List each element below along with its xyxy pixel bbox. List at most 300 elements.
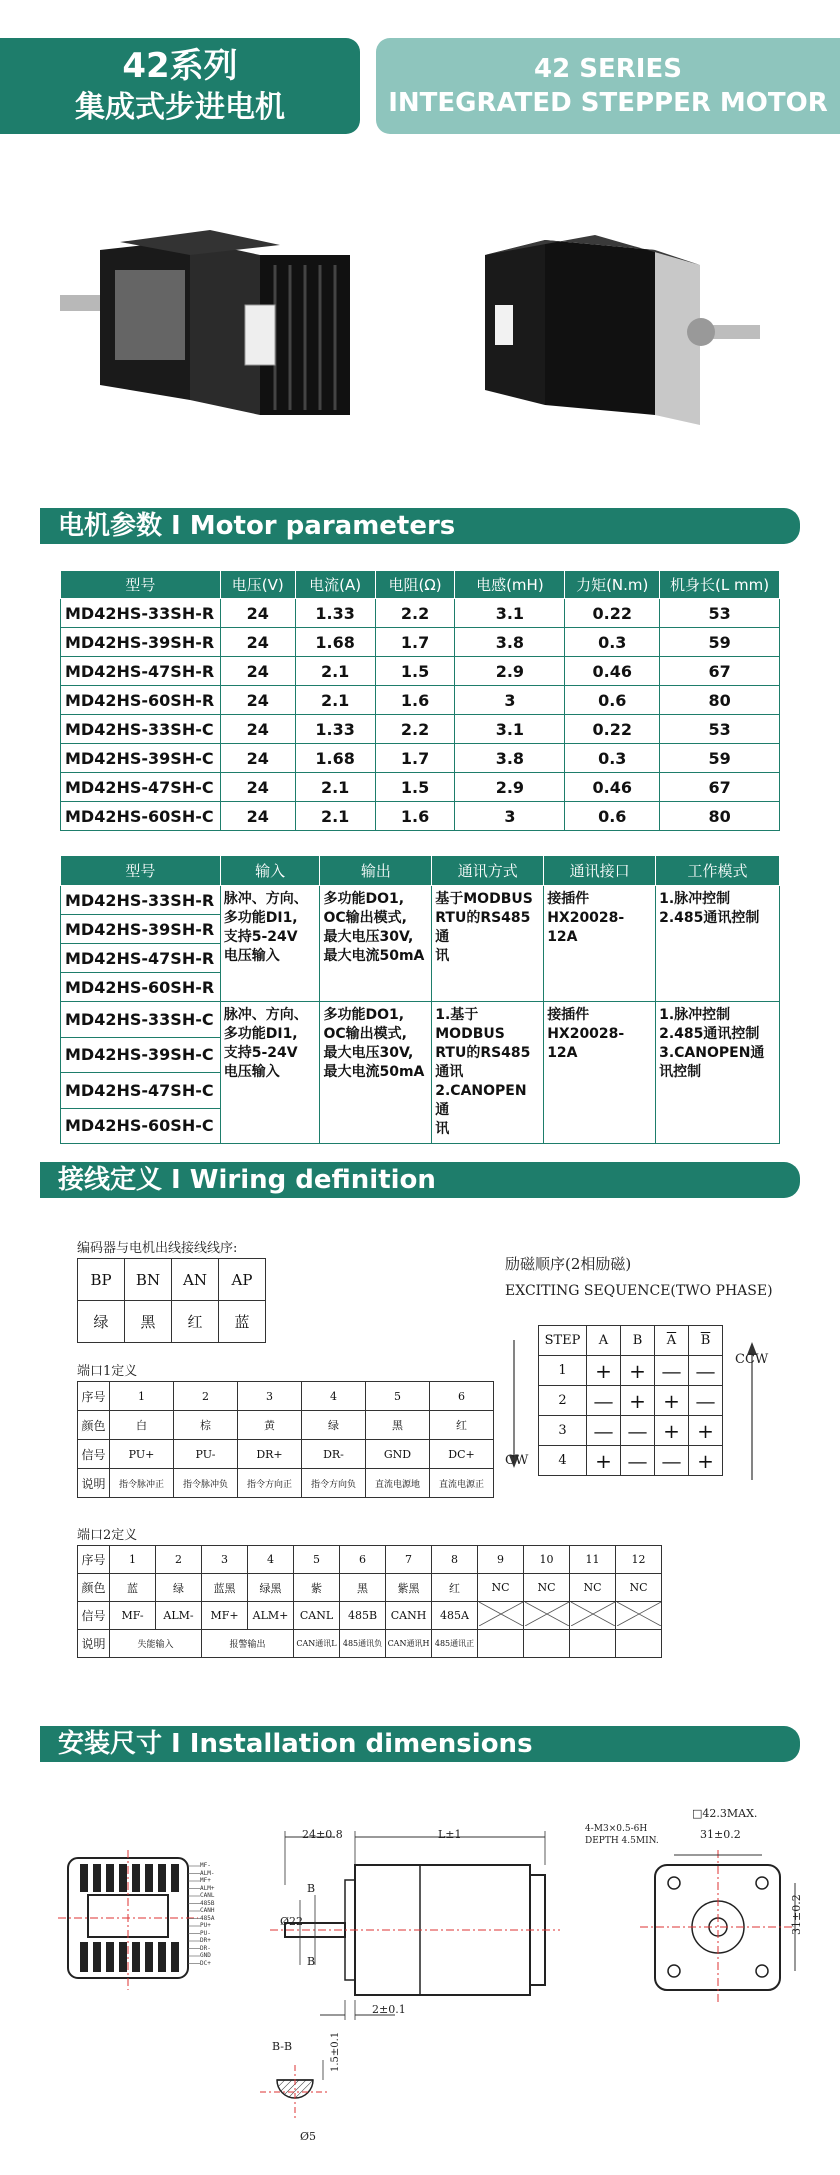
port1-cell: PU- (174, 1440, 238, 1469)
params-header: 力矩(N.m) (565, 571, 660, 599)
port2-cell (524, 1630, 570, 1658)
motor-features-table (60, 855, 780, 1144)
param-cell: 2.1 (295, 686, 375, 715)
sequence-title-en: EXCITING SEQUENCE(TWO PHASE) (505, 1283, 773, 1299)
port2-cell: NC (524, 1574, 570, 1602)
param-cell: 1.5 (375, 657, 455, 686)
feature-output (320, 886, 432, 1002)
port1-cell: DR+ (238, 1440, 302, 1469)
feature-line: 多功能DI1, (223, 910, 298, 926)
dim-31-top: 31±0.2 (700, 1828, 741, 1841)
feature-line: 2.CANOPEN通 (435, 1083, 527, 1118)
port1-cell: 绿 (302, 1411, 366, 1440)
model-cell: MD42HS-33SH-C (61, 1002, 221, 1038)
motor-parameters-table (60, 570, 780, 831)
port2-row (78, 1630, 662, 1658)
params-header: 型号 (61, 571, 221, 599)
feature-line: HX20028-12A (547, 1026, 625, 1061)
param-cell: 24 (220, 744, 295, 773)
feature-line: 3.CANOPEN通 (659, 1045, 765, 1061)
sequence-cell: 1 (539, 1356, 587, 1386)
encoder-color: 绿 (78, 1301, 125, 1343)
section-bb-drawing (255, 2060, 345, 2140)
port2-cell: 3 (202, 1546, 248, 1574)
sequence-cell: 3 (539, 1416, 587, 1446)
port1-cell: 白 (110, 1411, 174, 1440)
port1-cell: 1 (110, 1382, 174, 1411)
sequence-cell: + (621, 1386, 655, 1416)
port2-cell (570, 1630, 616, 1658)
feature-comm (432, 1002, 544, 1144)
sequence-header: B (621, 1326, 655, 1356)
params-row (61, 715, 780, 744)
feature-line: 通讯 (435, 1064, 464, 1080)
encoder-color: 黑 (125, 1301, 172, 1343)
sequence-header: $\overline{A}$ (655, 1326, 689, 1356)
port1-cell: 2 (174, 1382, 238, 1411)
nc-cross-icon (571, 1602, 615, 1626)
port2-cell: 黑 (340, 1574, 386, 1602)
param-cell: 24 (220, 599, 295, 628)
header-cn-banner (0, 38, 360, 134)
port1-cell: DC+ (430, 1440, 494, 1469)
model-cell: MD42HS-39SH-C (61, 1037, 221, 1073)
params-row (61, 657, 780, 686)
feature-mode (656, 1002, 780, 1144)
sequence-title-cn: 励磁顺序(2相励磁) (505, 1255, 632, 1273)
port2-cell: NC (570, 1574, 616, 1602)
section-motor-parameters: 电机参数 I Motor parameters (40, 508, 800, 544)
model-cell: MD42HS-60SH-C (61, 1108, 221, 1144)
header-cn-line2: 集成式步进电机 (75, 90, 285, 125)
port1-label: 序号 (78, 1382, 110, 1411)
features-row (61, 886, 780, 915)
param-cell: 1.68 (295, 744, 375, 773)
params-header: 电感(mH) (455, 571, 565, 599)
feature-line: 多功能DO1, (323, 1007, 405, 1023)
port2-cell: 7 (386, 1546, 432, 1574)
pin-label: PU+ (200, 1922, 211, 1929)
param-cell: 2.9 (455, 657, 565, 686)
pin-label: 485A (200, 1914, 215, 1922)
port1-row (78, 1382, 494, 1411)
port2-cell: 485B (340, 1602, 386, 1630)
port2-cell: CANH (386, 1602, 432, 1630)
feature-mode (656, 886, 780, 1002)
section-wiring-definition: 接线定义 I Wiring definition (40, 1162, 800, 1198)
sequence-cell: — (621, 1446, 655, 1476)
port1-row (78, 1440, 494, 1469)
feature-line: 最大电压30V, (323, 1045, 414, 1061)
port2-title: 端口2定义 (77, 1528, 138, 1543)
sequence-cell: + (587, 1356, 621, 1386)
encoder-color: 红 (172, 1301, 219, 1343)
feature-line: 接插件 (547, 1007, 590, 1023)
feature-line: RTU的RS485 (435, 1045, 531, 1061)
feature-line: 2.485通讯控制 (659, 910, 760, 926)
feature-iface (544, 1002, 656, 1144)
pin-label: CANH (200, 1907, 215, 1914)
port2-cell: CAN通讯L (294, 1630, 340, 1658)
port2-cell: 绿 (156, 1574, 202, 1602)
port1-cell: 指令方向正 (238, 1469, 302, 1498)
encoder-signal-row (78, 1259, 266, 1301)
features-header: 输入 (220, 856, 320, 886)
dim-1-5: 1.5±0.1 (330, 2031, 341, 2072)
port2-cell: 11 (570, 1546, 616, 1574)
encoder-color: 蓝 (219, 1301, 266, 1343)
port2-cell: 紫 (294, 1574, 340, 1602)
port1-cell: 红 (430, 1411, 494, 1440)
port2-cell: 10 (524, 1546, 570, 1574)
feature-line: OC输出模式, (323, 910, 407, 926)
pin-label: DC+ (200, 1959, 211, 1967)
sequence-header: A (587, 1326, 621, 1356)
port2-cell (478, 1630, 524, 1658)
port2-label: 说明 (78, 1630, 110, 1658)
param-cell: 3 (455, 802, 565, 831)
dim-5: Ø5 (300, 2130, 317, 2143)
port1-cell: 4 (302, 1382, 366, 1411)
model-cell: MD42HS-60SH-C (61, 802, 221, 831)
port2-cell: 报警输出 (202, 1630, 294, 1658)
param-cell: 1.5 (375, 773, 455, 802)
model-cell: MD42HS-33SH-R (61, 599, 221, 628)
params-header: 电阻(Ω) (375, 571, 455, 599)
param-cell: 24 (220, 686, 295, 715)
encoder-signal: AP (219, 1259, 266, 1301)
param-cell: 59 (660, 744, 780, 773)
param-cell: 24 (220, 773, 295, 802)
port1-cell: GND (366, 1440, 430, 1469)
feature-line: RTU的RS485通 (435, 910, 531, 945)
port2-cell: CANL (294, 1602, 340, 1630)
param-cell: 0.3 (565, 744, 660, 773)
port1-cell: 3 (238, 1382, 302, 1411)
params-row (61, 628, 780, 657)
port2-cell: ALM+ (248, 1602, 294, 1630)
param-cell: 2.2 (375, 715, 455, 744)
param-cell: 2.1 (295, 802, 375, 831)
port2-cell: NC (478, 1574, 524, 1602)
feature-line: 1.脉冲控制 (659, 1007, 731, 1023)
model-cell: MD42HS-39SH-R (61, 915, 221, 944)
dim-22: Ø22 (280, 1915, 304, 1928)
feature-line: 基于MODBUS (435, 891, 533, 907)
feature-line: 接插件 (547, 891, 590, 907)
port1-cell: 棕 (174, 1411, 238, 1440)
param-cell: 67 (660, 773, 780, 802)
param-cell: 2.9 (455, 773, 565, 802)
param-cell: 67 (660, 657, 780, 686)
port1-cell: 直流电源地 (366, 1469, 430, 1498)
param-cell: 59 (660, 628, 780, 657)
model-cell: MD42HS-47SH-R (61, 657, 221, 686)
feature-line: 最大电压30V, (323, 929, 414, 945)
port2-cell: 9 (478, 1546, 524, 1574)
port1-cell: 黄 (238, 1411, 302, 1440)
param-cell: 2.1 (295, 773, 375, 802)
param-cell: 53 (660, 599, 780, 628)
feature-line: 最大电流50mA (323, 1064, 425, 1080)
port2-cell: 8 (432, 1546, 478, 1574)
port1-label: 信号 (78, 1440, 110, 1469)
port1-label: 颜色 (78, 1411, 110, 1440)
feature-line: 最大电流50mA (323, 948, 425, 964)
param-cell: 1.7 (375, 628, 455, 657)
pin-label: MF- (200, 1862, 211, 1869)
section-installation-dimensions: 安装尺寸 I Installation dimensions (40, 1726, 800, 1762)
port2-label: 序号 (78, 1546, 110, 1574)
param-cell: 3.8 (455, 628, 565, 657)
feature-line: 电压输入 (223, 1064, 280, 1080)
pin-label: GND (200, 1952, 211, 1959)
params-header: 电流(A) (295, 571, 375, 599)
pin-label: ALM+ (200, 1884, 215, 1892)
features-row (61, 1002, 780, 1038)
sequence-cell: — (655, 1446, 689, 1476)
features-header: 输出 (320, 856, 432, 886)
param-cell: 3.1 (455, 715, 565, 744)
feature-line: 脉冲、方向、 (223, 1007, 308, 1023)
params-header: 电压(V) (220, 571, 295, 599)
dim-L: L±1 (438, 1828, 462, 1841)
params-row (61, 773, 780, 802)
model-cell: MD42HS-47SH-C (61, 773, 221, 802)
sequence-header: STEP (539, 1326, 587, 1356)
feature-input (220, 1002, 320, 1144)
port2-cell: 失能输入 (110, 1630, 202, 1658)
feature-line: HX20028-12A (547, 910, 625, 945)
dim-holes-1: 4-M3×0.5-6H (585, 1824, 648, 1834)
sequence-cell: — (689, 1356, 723, 1386)
sequence-cell: — (621, 1416, 655, 1446)
param-cell: 80 (660, 802, 780, 831)
feature-iface (544, 886, 656, 1002)
port2-cell: 485通讯正 (432, 1630, 478, 1658)
port2-cell: 蓝黑 (202, 1574, 248, 1602)
model-cell: MD42HS-60SH-R (61, 973, 221, 1002)
port2-row (78, 1574, 662, 1602)
param-cell: 80 (660, 686, 780, 715)
dim-holes-2: DEPTH 4.5MIN. (585, 1836, 659, 1846)
model-cell: MD42HS-33SH-R (61, 886, 221, 915)
model-cell: MD42HS-33SH-C (61, 715, 221, 744)
port2-cell: NC (616, 1574, 662, 1602)
param-cell: 3.8 (455, 744, 565, 773)
header-en-line2: INTEGRATED STEPPER MOTOR (388, 88, 828, 118)
model-cell: MD42HS-39SH-R (61, 628, 221, 657)
pin-label: CANL (200, 1892, 215, 1899)
port2-row (78, 1602, 662, 1630)
encoder-color-row (78, 1301, 266, 1343)
param-cell: 3 (455, 686, 565, 715)
param-cell: 0.46 (565, 657, 660, 686)
port1-cell: 6 (430, 1382, 494, 1411)
param-cell: 0.46 (565, 773, 660, 802)
port1-cell: 指令脉冲负 (174, 1469, 238, 1498)
port1-table (77, 1381, 494, 1498)
sequence-header: $\overline{B}$ (689, 1326, 723, 1356)
feature-comm (432, 886, 544, 1002)
port2-cell (616, 1630, 662, 1658)
features-header: 通讯接口 (544, 856, 656, 886)
sequence-cell: + (655, 1416, 689, 1446)
sequence-cell: — (655, 1356, 689, 1386)
model-cell: MD42HS-47SH-C (61, 1073, 221, 1109)
port2-cell: 6 (340, 1546, 386, 1574)
port2-label: 颜色 (78, 1574, 110, 1602)
port1-cell: 指令方向负 (302, 1469, 366, 1498)
sequence-cell: + (689, 1416, 723, 1446)
port2-cell: 5 (294, 1546, 340, 1574)
nc-cross-icon (479, 1602, 523, 1626)
port2-cell (478, 1602, 524, 1630)
pin-label: MF+ (200, 1877, 211, 1884)
rotation-arrows (500, 1330, 770, 1490)
sequence-cell: — (689, 1386, 723, 1416)
nc-cross-icon (617, 1602, 661, 1626)
param-cell: 3.1 (455, 599, 565, 628)
param-cell: 1.68 (295, 628, 375, 657)
dim-24: 24±0.8 (302, 1828, 343, 1841)
params-row (61, 802, 780, 831)
pin-labels (200, 1862, 240, 1967)
pin-label: 485B (200, 1899, 215, 1907)
param-cell: 24 (220, 802, 295, 831)
port2-table (77, 1545, 662, 1658)
dim-2: 2±0.1 (372, 2003, 406, 2016)
sequence-cell: 2 (539, 1386, 587, 1416)
header-en-banner (376, 38, 840, 134)
feature-line: 脉冲、方向、 (223, 891, 308, 907)
param-cell: 0.6 (565, 802, 660, 831)
sequence-cell: + (655, 1386, 689, 1416)
port2-cell: 绿黑 (248, 1574, 294, 1602)
feature-line: 1.基于MODBUS (435, 1007, 505, 1042)
sequence-cell: + (621, 1356, 655, 1386)
features-header: 工作模式 (656, 856, 780, 886)
side-view-drawing (260, 1825, 590, 2035)
param-cell: 24 (220, 657, 295, 686)
feature-line: 1.脉冲控制 (659, 891, 731, 907)
sequence-cell: + (587, 1446, 621, 1476)
port1-row (78, 1411, 494, 1440)
param-cell: 24 (220, 628, 295, 657)
param-cell: 0.22 (565, 715, 660, 744)
feature-line: 2.485通讯控制 (659, 1026, 760, 1042)
features-header-row (61, 856, 780, 886)
cw-label: CW (505, 1453, 529, 1468)
param-cell: 1.33 (295, 715, 375, 744)
port2-label: 信号 (78, 1602, 110, 1630)
encoder-title: 编码器与电机出线接线线序: (77, 1241, 238, 1256)
front-view-drawing (630, 1845, 810, 2020)
params-row (61, 599, 780, 628)
port2-cell: 4 (248, 1546, 294, 1574)
param-cell: 0.22 (565, 599, 660, 628)
port2-row (78, 1546, 662, 1574)
port1-cell: 指令脉冲正 (110, 1469, 174, 1498)
sequence-cell: 4 (539, 1446, 587, 1476)
pin-label: PU- (200, 1929, 211, 1937)
header-en-line1: 42 SERIES (534, 54, 682, 84)
feature-input (220, 886, 320, 1002)
params-row (61, 686, 780, 715)
port2-cell: 1 (110, 1546, 156, 1574)
port2-cell: MF- (110, 1602, 156, 1630)
port2-cell (616, 1602, 662, 1630)
dim-bb: B-B (272, 2040, 293, 2053)
param-cell: 2.1 (295, 657, 375, 686)
param-cell: 1.6 (375, 686, 455, 715)
port1-cell: DR- (302, 1440, 366, 1469)
encoder-signal: BP (78, 1259, 125, 1301)
port2-cell: 485A (432, 1602, 478, 1630)
sequence-cell: — (587, 1416, 621, 1446)
param-cell: 1.6 (375, 802, 455, 831)
feature-line: 支持5-24V (223, 1045, 298, 1061)
feature-output (320, 1002, 432, 1144)
dim-b-bottom: B (307, 1955, 316, 1968)
features-header: 通讯方式 (432, 856, 544, 886)
port1-title: 端口1定义 (77, 1364, 138, 1379)
nc-cross-icon (525, 1602, 569, 1626)
motor-photo-left (60, 210, 400, 450)
dim-square: □42.3MAX. (692, 1807, 758, 1820)
port2-cell: 485通讯负 (340, 1630, 386, 1658)
encoder-table (77, 1258, 266, 1343)
header-cn-line1: 42系列 (122, 46, 238, 86)
pin-label: DR- (200, 1944, 211, 1952)
params-row (61, 744, 780, 773)
port2-cell: 2 (156, 1546, 202, 1574)
model-cell: MD42HS-47SH-R (61, 944, 221, 973)
param-cell: 0.3 (565, 628, 660, 657)
feature-line: 多功能DO1, (323, 891, 405, 907)
feature-line: 讯 (435, 948, 450, 964)
features-header: 型号 (61, 856, 221, 886)
feature-line: 讯 (435, 1121, 450, 1137)
feature-line: OC输出模式, (323, 1026, 407, 1042)
encoder-signal: BN (125, 1259, 172, 1301)
param-cell: 53 (660, 715, 780, 744)
port1-row (78, 1469, 494, 1498)
dim-31-side: 31±0.2 (790, 1894, 803, 1935)
port1-cell: 黑 (366, 1411, 430, 1440)
model-cell: MD42HS-60SH-R (61, 686, 221, 715)
param-cell: 1.33 (295, 599, 375, 628)
feature-line: 电压输入 (223, 948, 280, 964)
port2-cell (524, 1602, 570, 1630)
port1-cell: PU+ (110, 1440, 174, 1469)
pin-label: DR+ (200, 1937, 211, 1944)
port1-cell: 直流电源正 (430, 1469, 494, 1498)
param-cell: 24 (220, 715, 295, 744)
port1-cell: 5 (366, 1382, 430, 1411)
model-cell: MD42HS-39SH-C (61, 744, 221, 773)
port2-cell: CAN通讯H (386, 1630, 432, 1658)
port2-cell: 12 (616, 1546, 662, 1574)
port2-cell (570, 1602, 616, 1630)
port2-cell: 紫黑 (386, 1574, 432, 1602)
port1-label: 说明 (78, 1469, 110, 1498)
params-header: 机身长(L mm) (660, 571, 780, 599)
sequence-cell: — (587, 1386, 621, 1416)
sequence-cell: + (689, 1446, 723, 1476)
port2-cell: 红 (432, 1574, 478, 1602)
port2-cell: ALM- (156, 1602, 202, 1630)
